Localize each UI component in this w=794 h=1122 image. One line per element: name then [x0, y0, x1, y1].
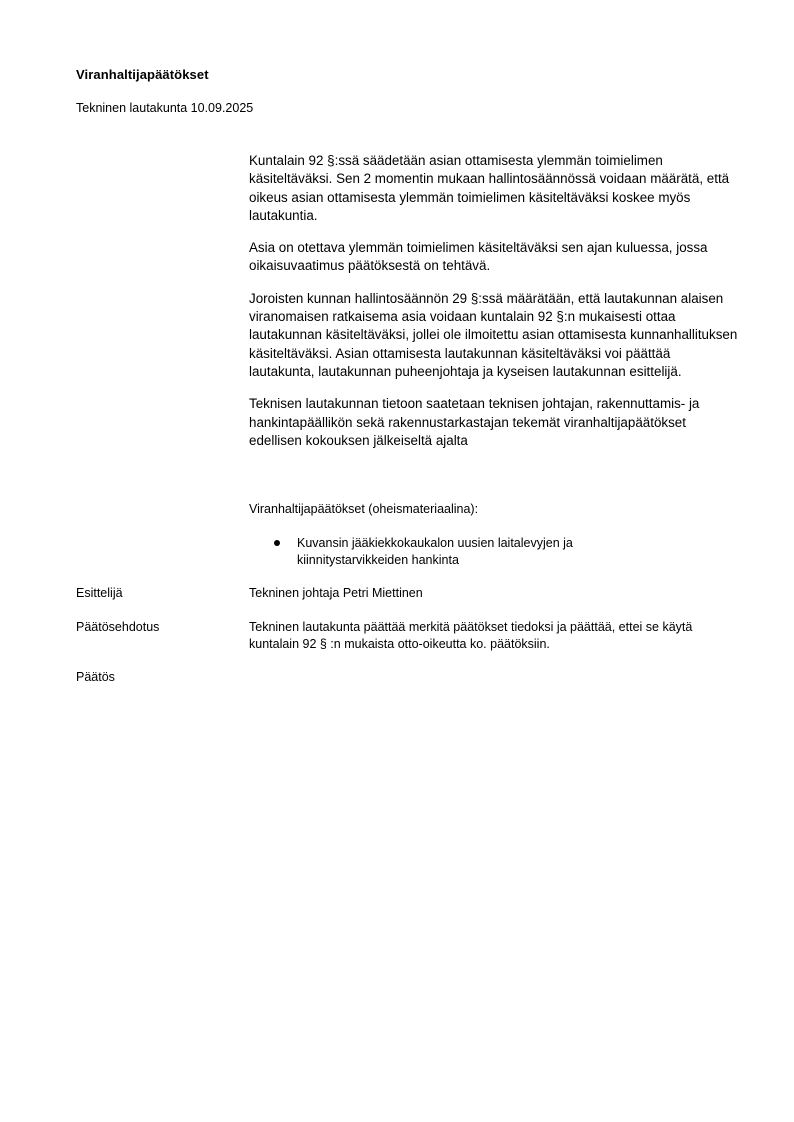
- body-text: [249, 152, 739, 464]
- paragraph: Joroisten kunnan hallintosäännön 29 §:ssä määrätään, että lautakunnan alaisen viranomaisen ratkaisema asia voidaan kuntalain 92 §:n mukaisesti ottaa lautakunnan käsiteltäväksi, jollei ole ilmoitettu asian ottamisesta kunnanhallituksen käsiteltäväksi. Asian ottamisesta lautakunnan käsiteltäväksi voi päättää lautakunta, lautakunnan puheenjohtaja ja kyseisen lautakunnan esittelijä.: [249, 290, 738, 379]
- list-item: [272, 535, 672, 568]
- presenter-value: Tekninen johtaja Petri Miettinen: [249, 586, 423, 600]
- proposal-value: Tekninen lautakunta päättää merkitä päätökset tiedoksi ja päättää, ettei se käytä kuntalain 92 § :n mukaista otto-oikeutta ko. päätöksiin.: [249, 620, 693, 651]
- paragraph: Kuntalain 92 §:ssä säädetään asian ottamisesta ylemmän toimielimen käsiteltäväksi. Sen 2 momentin mukaan hallintosäännössä voidaan määrätä, että oikeus asian ottamisesta ylemmän toimielimen käsiteltäväksi koskee myös lautakuntia.: [249, 153, 730, 223]
- attachments-list: [272, 535, 672, 568]
- paragraph: Asia on otettava ylemmän toimielimen käsiteltäväksi sen ajan kuluessa, jossa oikaisuvaatimus päätöksestä on tehtävä.: [249, 240, 708, 274]
- decision-label: Päätös: [76, 670, 115, 684]
- proposal-label: Päätösehdotus: [76, 620, 160, 634]
- attachment-label: Kuvansin jääkiekkokaukalon uusien laitalevyjen ja kiinnitystarvikkeiden hankinta: [297, 536, 573, 567]
- paragraph: Teknisen lautakunnan tietoon saatetaan teknisen johtajan, rakennuttamis- ja hankintapäällikön sekä rakennustarkastajan tekemät viranhaltijapäätökset edellisen kokouksen jälkeiseltä ajalta: [249, 396, 700, 448]
- presenter-label: Esittelijä: [76, 586, 123, 600]
- meeting-info: Tekninen lautakunta 10.09.2025: [76, 101, 254, 115]
- bullet-icon: [274, 540, 280, 546]
- document-title: Viranhaltijapäätökset: [76, 67, 209, 82]
- attachments-heading: Viranhaltijapäätökset (oheismateriaalina):: [249, 502, 479, 516]
